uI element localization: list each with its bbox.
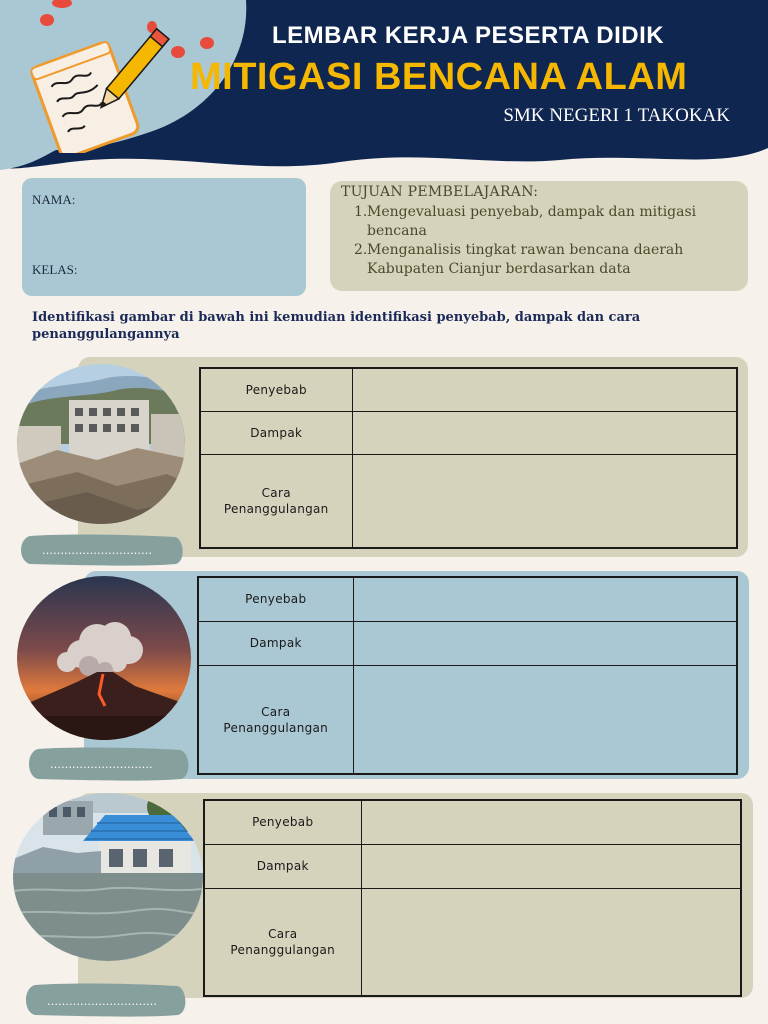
disaster-name-blank[interactable]: ………………………. (50, 758, 153, 771)
impact-label: Dampak (204, 844, 361, 888)
disaster-name-blank[interactable]: ………………………… (47, 995, 157, 1008)
worksheet-title: LEMBAR KERJA PESERTA DIDIK (272, 22, 665, 49)
topic-title: MITIGASI BENCANA ALAM (190, 56, 688, 98)
objective-text: Menganalisis tingkat rawan bencana daerah Kabupaten Cianjur berdasarkan data (367, 242, 684, 277)
disaster-name-blank[interactable]: ………………………… (42, 544, 152, 557)
mitigation-answer-cell[interactable] (361, 888, 741, 996)
objective-item (346, 203, 741, 241)
objective-number: 2. (354, 242, 368, 258)
objectives-list (346, 203, 741, 279)
class-label: KELAS: (32, 262, 78, 277)
flood-photo (13, 793, 203, 961)
note-pencil-icon (20, 18, 170, 153)
cause-label: Penyebab (204, 800, 361, 844)
instruction-text: Identifikasi gambar di bawah ini kemudian identifikasi penyebab, dampak dan cara penanggulangannya (32, 310, 641, 342)
name-label: NAMA: (32, 192, 76, 207)
objective-text: Mengevaluasi penyebab, dampak dan mitigasi bencana (367, 204, 697, 239)
objective-number: 1. (354, 204, 368, 220)
objectives-title: TUJUAN PEMBELAJARAN: (341, 184, 539, 200)
earthquake-photo (17, 364, 185, 524)
mitigation-label: Cara Penanggulangan (198, 665, 353, 774)
impact-label: Dampak (200, 411, 352, 454)
school-name: SMK NEGERI 1 TAKOKAK (503, 105, 730, 126)
analysis-table (197, 576, 738, 775)
mitigation-label: Cara Penanggulangan (200, 454, 352, 548)
analysis-table (203, 799, 742, 997)
impact-label: Dampak (198, 621, 353, 665)
cause-answer-cell[interactable] (361, 800, 741, 844)
cause-answer-cell[interactable] (352, 368, 737, 411)
mitigation-answer-cell[interactable] (353, 665, 737, 774)
impact-answer-cell[interactable] (353, 621, 737, 665)
cause-label: Penyebab (200, 368, 352, 411)
impact-answer-cell[interactable] (352, 411, 737, 454)
cause-label: Penyebab (198, 577, 353, 621)
mitigation-answer-cell[interactable] (352, 454, 737, 548)
analysis-table (199, 367, 738, 549)
objective-item (346, 241, 741, 279)
volcano-photo (17, 576, 191, 740)
mitigation-label: Cara Penanggulangan (204, 888, 361, 996)
impact-answer-cell[interactable] (361, 844, 741, 888)
cause-answer-cell[interactable] (353, 577, 737, 621)
